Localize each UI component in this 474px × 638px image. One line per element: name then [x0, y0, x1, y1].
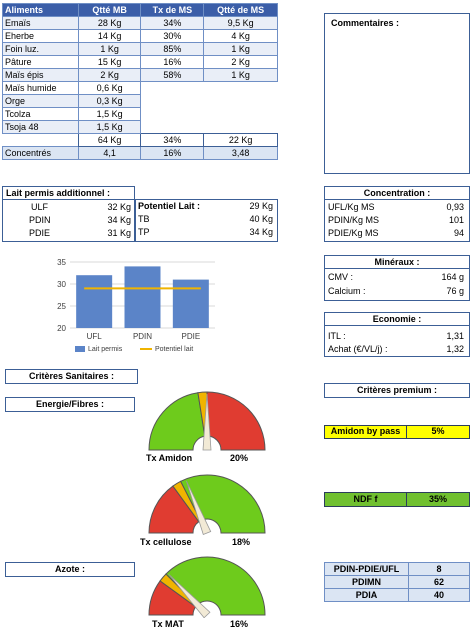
potentiel-value: 40 Kg — [249, 214, 273, 224]
lait-value: 32 Kg — [107, 202, 131, 212]
lait-label: ULF — [31, 202, 49, 212]
mineraux-row — [325, 282, 469, 296]
cell: 28 Kg — [78, 17, 141, 30]
gauge-cellulose — [145, 471, 270, 536]
concentration-row — [325, 225, 469, 238]
min-label: Calcium : — [328, 286, 366, 296]
aliments-table — [2, 3, 278, 160]
commentaires-title: Commentaires : — [331, 18, 400, 28]
total-tx: 34% — [141, 134, 204, 147]
azote-value-cell: 40 — [409, 589, 470, 602]
table-row — [3, 95, 278, 108]
potentiel-row — [136, 224, 277, 237]
table-row — [3, 17, 278, 30]
cell: 16% — [141, 56, 204, 69]
cell: Foin luz. — [3, 43, 79, 56]
azote-row — [325, 563, 470, 576]
legend-label-lait: Lait permis — [88, 346, 123, 353]
gauge-segment-red — [207, 392, 265, 450]
col-tx-ms: Tx de MS — [141, 4, 204, 17]
x-tick-label: UFL — [86, 332, 102, 341]
azote-table — [324, 562, 470, 602]
concentres-row — [3, 147, 278, 160]
economie-row — [325, 341, 469, 354]
amidon-bypass-box — [324, 425, 470, 439]
cell: 30% — [141, 30, 204, 43]
eco-label: ITL : — [328, 331, 346, 341]
energie-fibres: Energie/Fibres : — [5, 397, 135, 412]
gauge-segment-green — [149, 393, 205, 450]
gauge-cellulose-value: 18% — [232, 537, 251, 547]
lait-permis-box — [2, 186, 135, 242]
gauge-amidon-label: Tx Amidon — [146, 453, 193, 463]
legend-swatch-lait — [75, 346, 85, 352]
azote-label-cell: PDIN-PDIE/UFL — [325, 563, 409, 576]
col-qtte-mb: Qtté MB — [78, 4, 141, 17]
azote-label: Azote : — [5, 562, 135, 577]
x-tick-label: PDIN — [132, 332, 153, 341]
cell: 2 Kg — [78, 69, 141, 82]
cell: 58% — [141, 69, 204, 82]
cell: 9,5 Kg — [204, 17, 278, 30]
concentration-row — [325, 200, 469, 212]
azote-label-cell: PDIA — [325, 589, 409, 602]
mineraux-title: Minéraux : — [325, 256, 469, 269]
bar-pdin — [125, 266, 161, 328]
potentiel-label: TP — [138, 227, 150, 237]
cell: Maïs épis — [3, 69, 79, 82]
lait-permis-row — [3, 200, 134, 212]
conc-value: 101 — [448, 215, 464, 225]
cell: Emaïs — [3, 17, 79, 30]
cell: 1 Kg — [78, 43, 141, 56]
economie-box — [324, 312, 470, 357]
amidon-value: 5% — [407, 426, 469, 438]
table-row — [3, 121, 278, 134]
totals-row — [3, 134, 278, 147]
commentaires-box[interactable] — [324, 13, 470, 174]
cell: 0,6 Kg — [78, 82, 141, 95]
aliments-header — [3, 4, 278, 17]
cell: Maïs humide — [3, 82, 79, 95]
min-value: 164 g — [441, 272, 464, 282]
azote-row — [325, 589, 470, 602]
gauge-cellulose-label: Tx cellulose — [140, 537, 192, 547]
ndf-label: NDF f — [325, 493, 407, 506]
conc-label: PDIN/Kg MS — [328, 215, 380, 225]
x-tick-label: PDIE — [181, 332, 201, 341]
bar-pdie — [173, 280, 209, 328]
criteres-premium: Critères premium : — [324, 383, 470, 398]
bar-ufl — [76, 275, 112, 328]
concentres-ms: 3,48 — [204, 147, 278, 160]
potentiel-label: TB — [138, 214, 150, 224]
lait-chart — [40, 250, 290, 360]
lait-value: 34 Kg — [107, 215, 131, 225]
cell: 1,5 Kg — [78, 108, 141, 121]
gauge-amidon — [145, 388, 270, 453]
cell: Eherbe — [3, 30, 79, 43]
cell: 4 Kg — [204, 30, 278, 43]
total-ms: 22 Kg — [204, 134, 278, 147]
y-tick-label: 35 — [57, 258, 66, 267]
potentiel-label: Potentiel Lait : — [138, 201, 201, 211]
cell: 2 Kg — [204, 56, 278, 69]
cell: 1 Kg — [204, 43, 278, 56]
eco-label: Achat (€/VL/j) : — [328, 344, 388, 354]
azote-value-cell: 62 — [409, 576, 470, 589]
concentration-box — [324, 186, 470, 242]
azote-row — [325, 576, 470, 589]
conc-value: 94 — [453, 228, 464, 238]
conc-label: PDIE/Kg MS — [328, 228, 379, 238]
gauge-amidon-value: 20% — [230, 453, 249, 463]
eco-value: 1,32 — [446, 344, 464, 354]
cell: 15 Kg — [78, 56, 141, 69]
lait-label: PDIE — [29, 228, 51, 238]
legend-label-potentiel: Potentiel lait — [155, 346, 194, 353]
cell: 34% — [141, 17, 204, 30]
table-row — [3, 82, 278, 95]
col-qtte-ms: Qtté de MS — [204, 4, 278, 17]
concentration-title: Concentration : — [325, 187, 469, 200]
mineraux-box — [324, 255, 470, 301]
table-row — [3, 43, 278, 56]
conc-label: UFL/Kg MS — [328, 202, 375, 212]
eco-value: 1,31 — [446, 331, 464, 341]
potentiel-box — [135, 199, 278, 242]
criteres-sanitaires: Critères Sanitaires : — [5, 369, 138, 384]
azote-value-cell: 8 — [409, 563, 470, 576]
concentration-row — [325, 212, 469, 225]
lait-label: PDIN — [29, 215, 51, 225]
lait-permis-row — [3, 225, 134, 238]
potentiel-row — [136, 200, 277, 211]
potentiel-row — [136, 211, 277, 224]
gauge-mat — [145, 553, 270, 618]
cell: 0,3 Kg — [78, 95, 141, 108]
concentres-mb: 4,1 — [78, 147, 141, 160]
y-tick-label: 25 — [57, 302, 66, 311]
cell: Pâture — [3, 56, 79, 69]
cell: Tsoja 48 — [3, 121, 79, 134]
total-mb: 64 Kg — [78, 134, 141, 147]
conc-value: 0,93 — [446, 202, 464, 212]
table-row — [3, 56, 278, 69]
cell: Orge — [3, 95, 79, 108]
concentres-tx: 16% — [141, 147, 204, 160]
economie-title: Economie : — [325, 313, 469, 326]
cell: 85% — [141, 43, 204, 56]
ndf-box — [324, 492, 470, 507]
lait-permis-row — [3, 212, 134, 225]
concentres-label: Concentrés — [3, 147, 79, 160]
min-label: CMV : — [328, 272, 354, 282]
mineraux-row — [325, 269, 469, 282]
table-row — [3, 69, 278, 82]
cell: 1 Kg — [204, 69, 278, 82]
min-value: 76 g — [446, 286, 464, 296]
amidon-label: Amidon by pass — [325, 426, 407, 438]
lait-permis-title: Lait permis additionnel : — [3, 187, 134, 200]
economie-row — [325, 326, 469, 341]
lait-value: 31 Kg — [107, 228, 131, 238]
col-aliments: Aliments — [3, 4, 79, 17]
cell: Tcolza — [3, 108, 79, 121]
table-row — [3, 108, 278, 121]
potentiel-value: 34 Kg — [249, 227, 273, 237]
ndf-value: 35% — [407, 493, 469, 506]
y-tick-label: 20 — [57, 324, 66, 333]
gauge-mat-value: 16% — [230, 619, 249, 629]
y-tick-label: 30 — [57, 280, 66, 289]
gauge-mat-label: Tx MAT — [152, 619, 184, 629]
potentiel-value: 29 Kg — [249, 201, 273, 211]
cell: 1,5 Kg — [78, 121, 141, 134]
table-row — [3, 30, 278, 43]
azote-label-cell: PDIMN — [325, 576, 409, 589]
cell: 14 Kg — [78, 30, 141, 43]
